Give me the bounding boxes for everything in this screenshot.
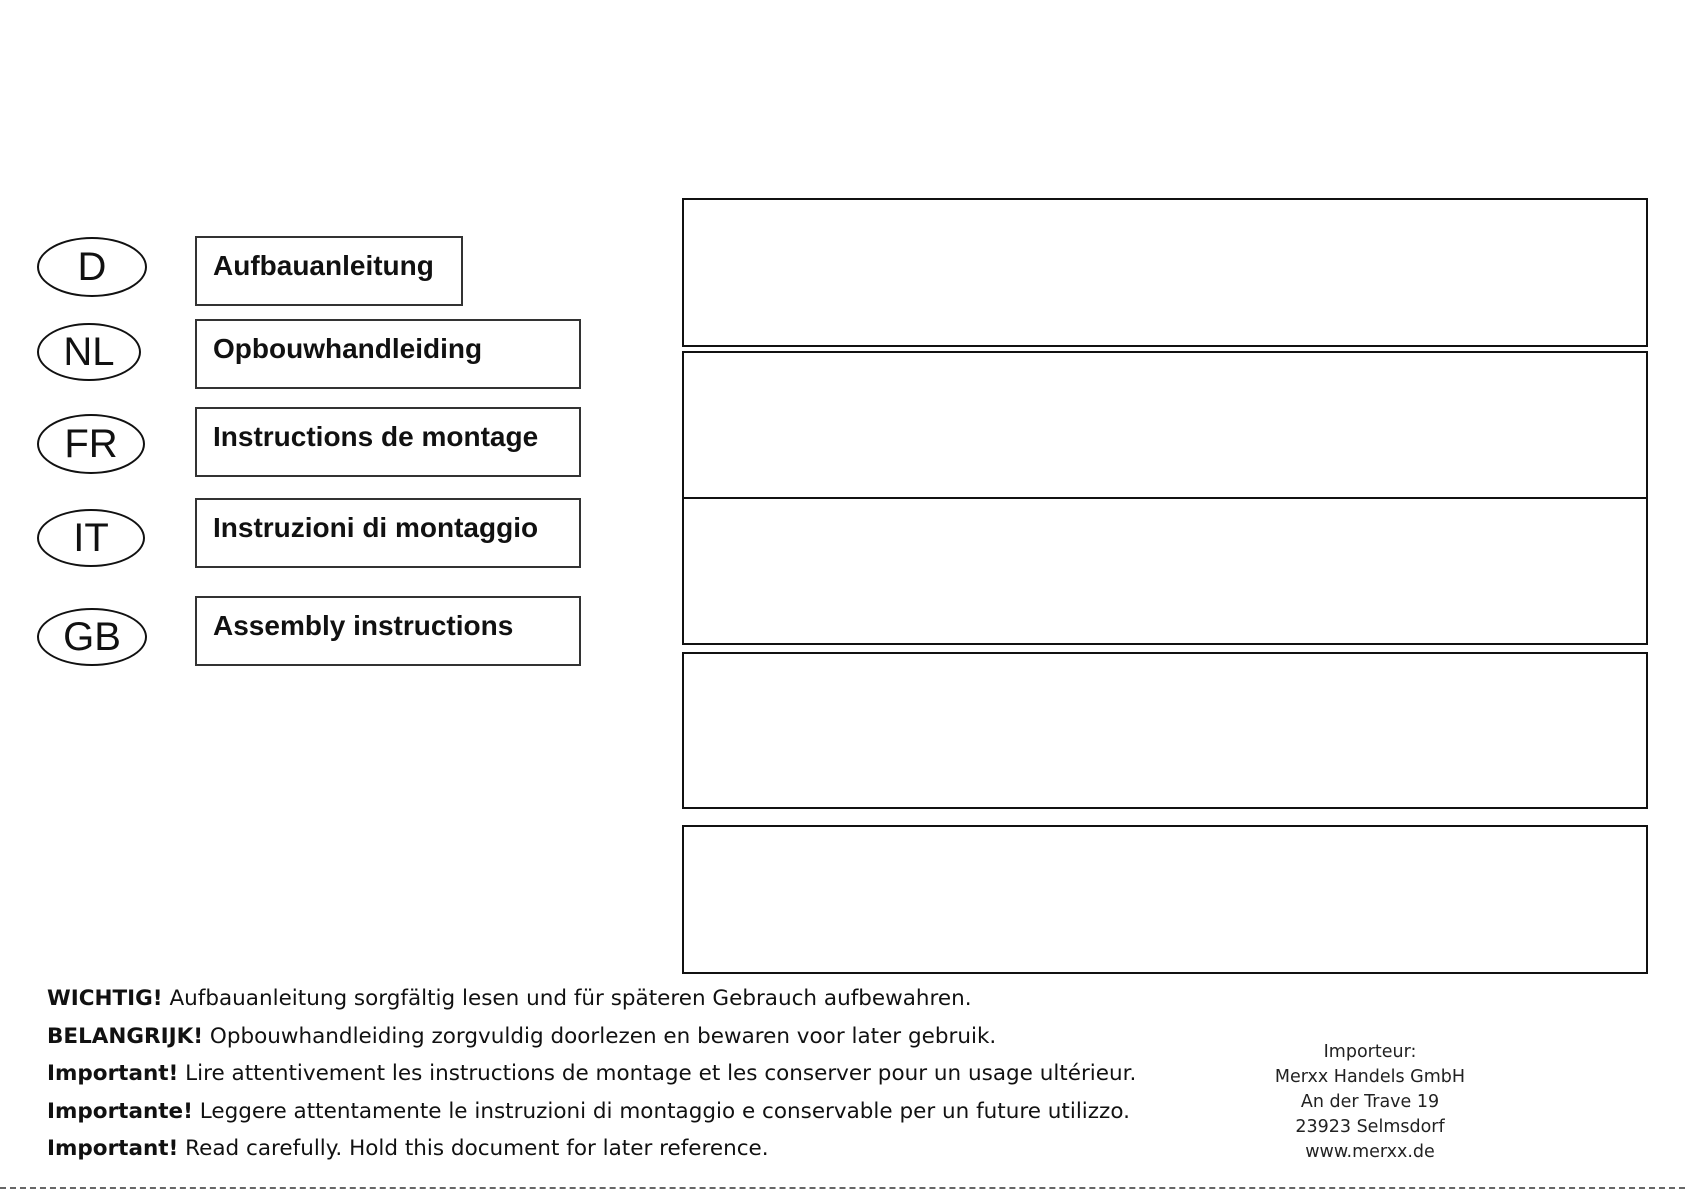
- language-row-d: [0, 236, 600, 316]
- bottom-divider: [0, 1187, 1685, 1189]
- importer-heading: Importeur:: [1323, 1042, 1417, 1062]
- notice-text: Leggere attentamente le instruzioni di montaggio e conservable per un future utilizzo.: [192, 1098, 1130, 1124]
- content-panel-1: [682, 198, 1648, 347]
- language-row-fr: [0, 407, 600, 487]
- importer-address: [1270, 1040, 1470, 1165]
- language-title-box: Instruzioni di montaggio: [195, 498, 581, 568]
- notice-text: Opbouwhandleiding zorgvuldig doorlezen en bewaren voor later gebruik.: [203, 1023, 997, 1049]
- notice-label: Important!: [47, 1136, 179, 1161]
- language-code-oval: NL: [37, 323, 141, 381]
- importer-city: 23923 Selmsdorf: [1295, 1117, 1445, 1137]
- notice-label: WICHTIG!: [47, 986, 163, 1011]
- notice-line-de: [47, 980, 1197, 1018]
- notice-label: Importante!: [47, 1098, 193, 1124]
- language-title-box: Aufbauanleitung: [195, 236, 463, 306]
- notice-text: Aufbauanleitung sorgfältig lesen und für späteren Gebrauch aufbewahren.: [162, 986, 972, 1011]
- language-title-box: Instructions de montage: [195, 407, 581, 477]
- notice-line-it: [47, 1093, 1197, 1131]
- language-row-gb: [0, 596, 600, 676]
- language-code-oval: IT: [37, 509, 145, 567]
- language-code-oval: D: [37, 237, 147, 297]
- language-code-oval: GB: [37, 608, 147, 666]
- importer-street: An der Trave 19: [1300, 1092, 1440, 1112]
- importer-website: www.merxx.de: [1305, 1142, 1435, 1162]
- notice-line-nl: [47, 1018, 1197, 1056]
- language-row-it: [0, 498, 600, 578]
- language-code-oval: FR: [37, 414, 145, 474]
- language-title-box: Opbouwhandleiding: [195, 319, 581, 389]
- notice-text: Read carefully. Hold this document for later reference.: [178, 1136, 769, 1161]
- content-panel-5: [682, 825, 1648, 974]
- notice-label: Important!: [47, 1061, 179, 1086]
- notice-line-gb: [47, 1130, 1197, 1168]
- language-row-nl: [0, 319, 600, 399]
- language-title-box: Assembly instructions: [195, 596, 581, 666]
- content-panel-3: [682, 497, 1648, 645]
- content-panel-2: [682, 351, 1648, 499]
- notice-line-fr: [47, 1055, 1197, 1093]
- notice-list: [47, 980, 1197, 1168]
- importer-company: Merxx Handels GmbH: [1274, 1067, 1466, 1087]
- notice-text: Lire attentivement les instructions de montage et les conserver pour un usage ultérieur.: [178, 1061, 1137, 1086]
- content-panel-4: [682, 652, 1648, 809]
- notice-label: BELANGRIJK!: [47, 1023, 204, 1049]
